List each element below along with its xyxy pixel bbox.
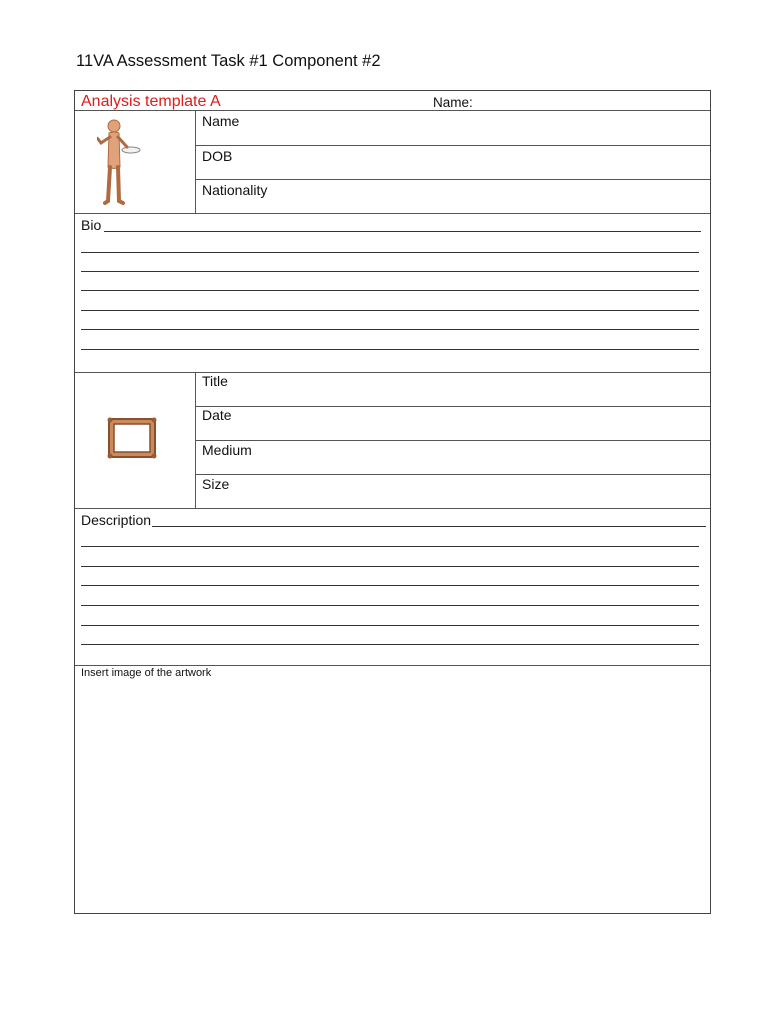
bio-writing-line: [81, 252, 699, 253]
description-writing-line: [81, 625, 699, 626]
bio-writing-line: [81, 271, 699, 272]
artwork-medium-field-label: Medium: [202, 442, 252, 458]
bio-writing-line: [81, 290, 699, 291]
artwork-size-field-label: Size: [202, 476, 230, 492]
bio-writing-line: [104, 231, 701, 232]
artist-dob-field-label: DOB: [202, 148, 233, 164]
description-writing-line: [81, 566, 699, 567]
artwork-image-area[interactable]: [75, 681, 710, 913]
bio-writing-line: [81, 329, 699, 330]
description-label: Description: [81, 512, 152, 528]
artwork-title-field-label: Title: [202, 373, 228, 389]
artwork-date-field-label: Date: [202, 407, 232, 423]
description-writing-line: [81, 644, 699, 645]
description-writing-line: [81, 605, 699, 606]
student-name-label: Name:: [433, 95, 473, 110]
insert-image-label: Insert image of the artwork: [81, 667, 212, 679]
artist-nationality-field-label: Nationality: [202, 182, 268, 198]
bio-label: Bio: [81, 217, 102, 233]
painter-figure-icon: [97, 117, 143, 205]
bio-writing-line: [81, 349, 699, 350]
page-title: 11VA Assessment Task #1 Component #2: [76, 52, 381, 70]
analysis-template-form: [74, 90, 711, 914]
description-writing-line: [81, 585, 699, 586]
bio-writing-line: [81, 310, 699, 311]
description-writing-line: [81, 546, 699, 547]
artist-name-field-label: Name: [202, 113, 240, 129]
template-label: Analysis template A: [81, 93, 221, 110]
picture-frame-icon: [107, 417, 157, 459]
description-writing-line: [152, 526, 706, 527]
